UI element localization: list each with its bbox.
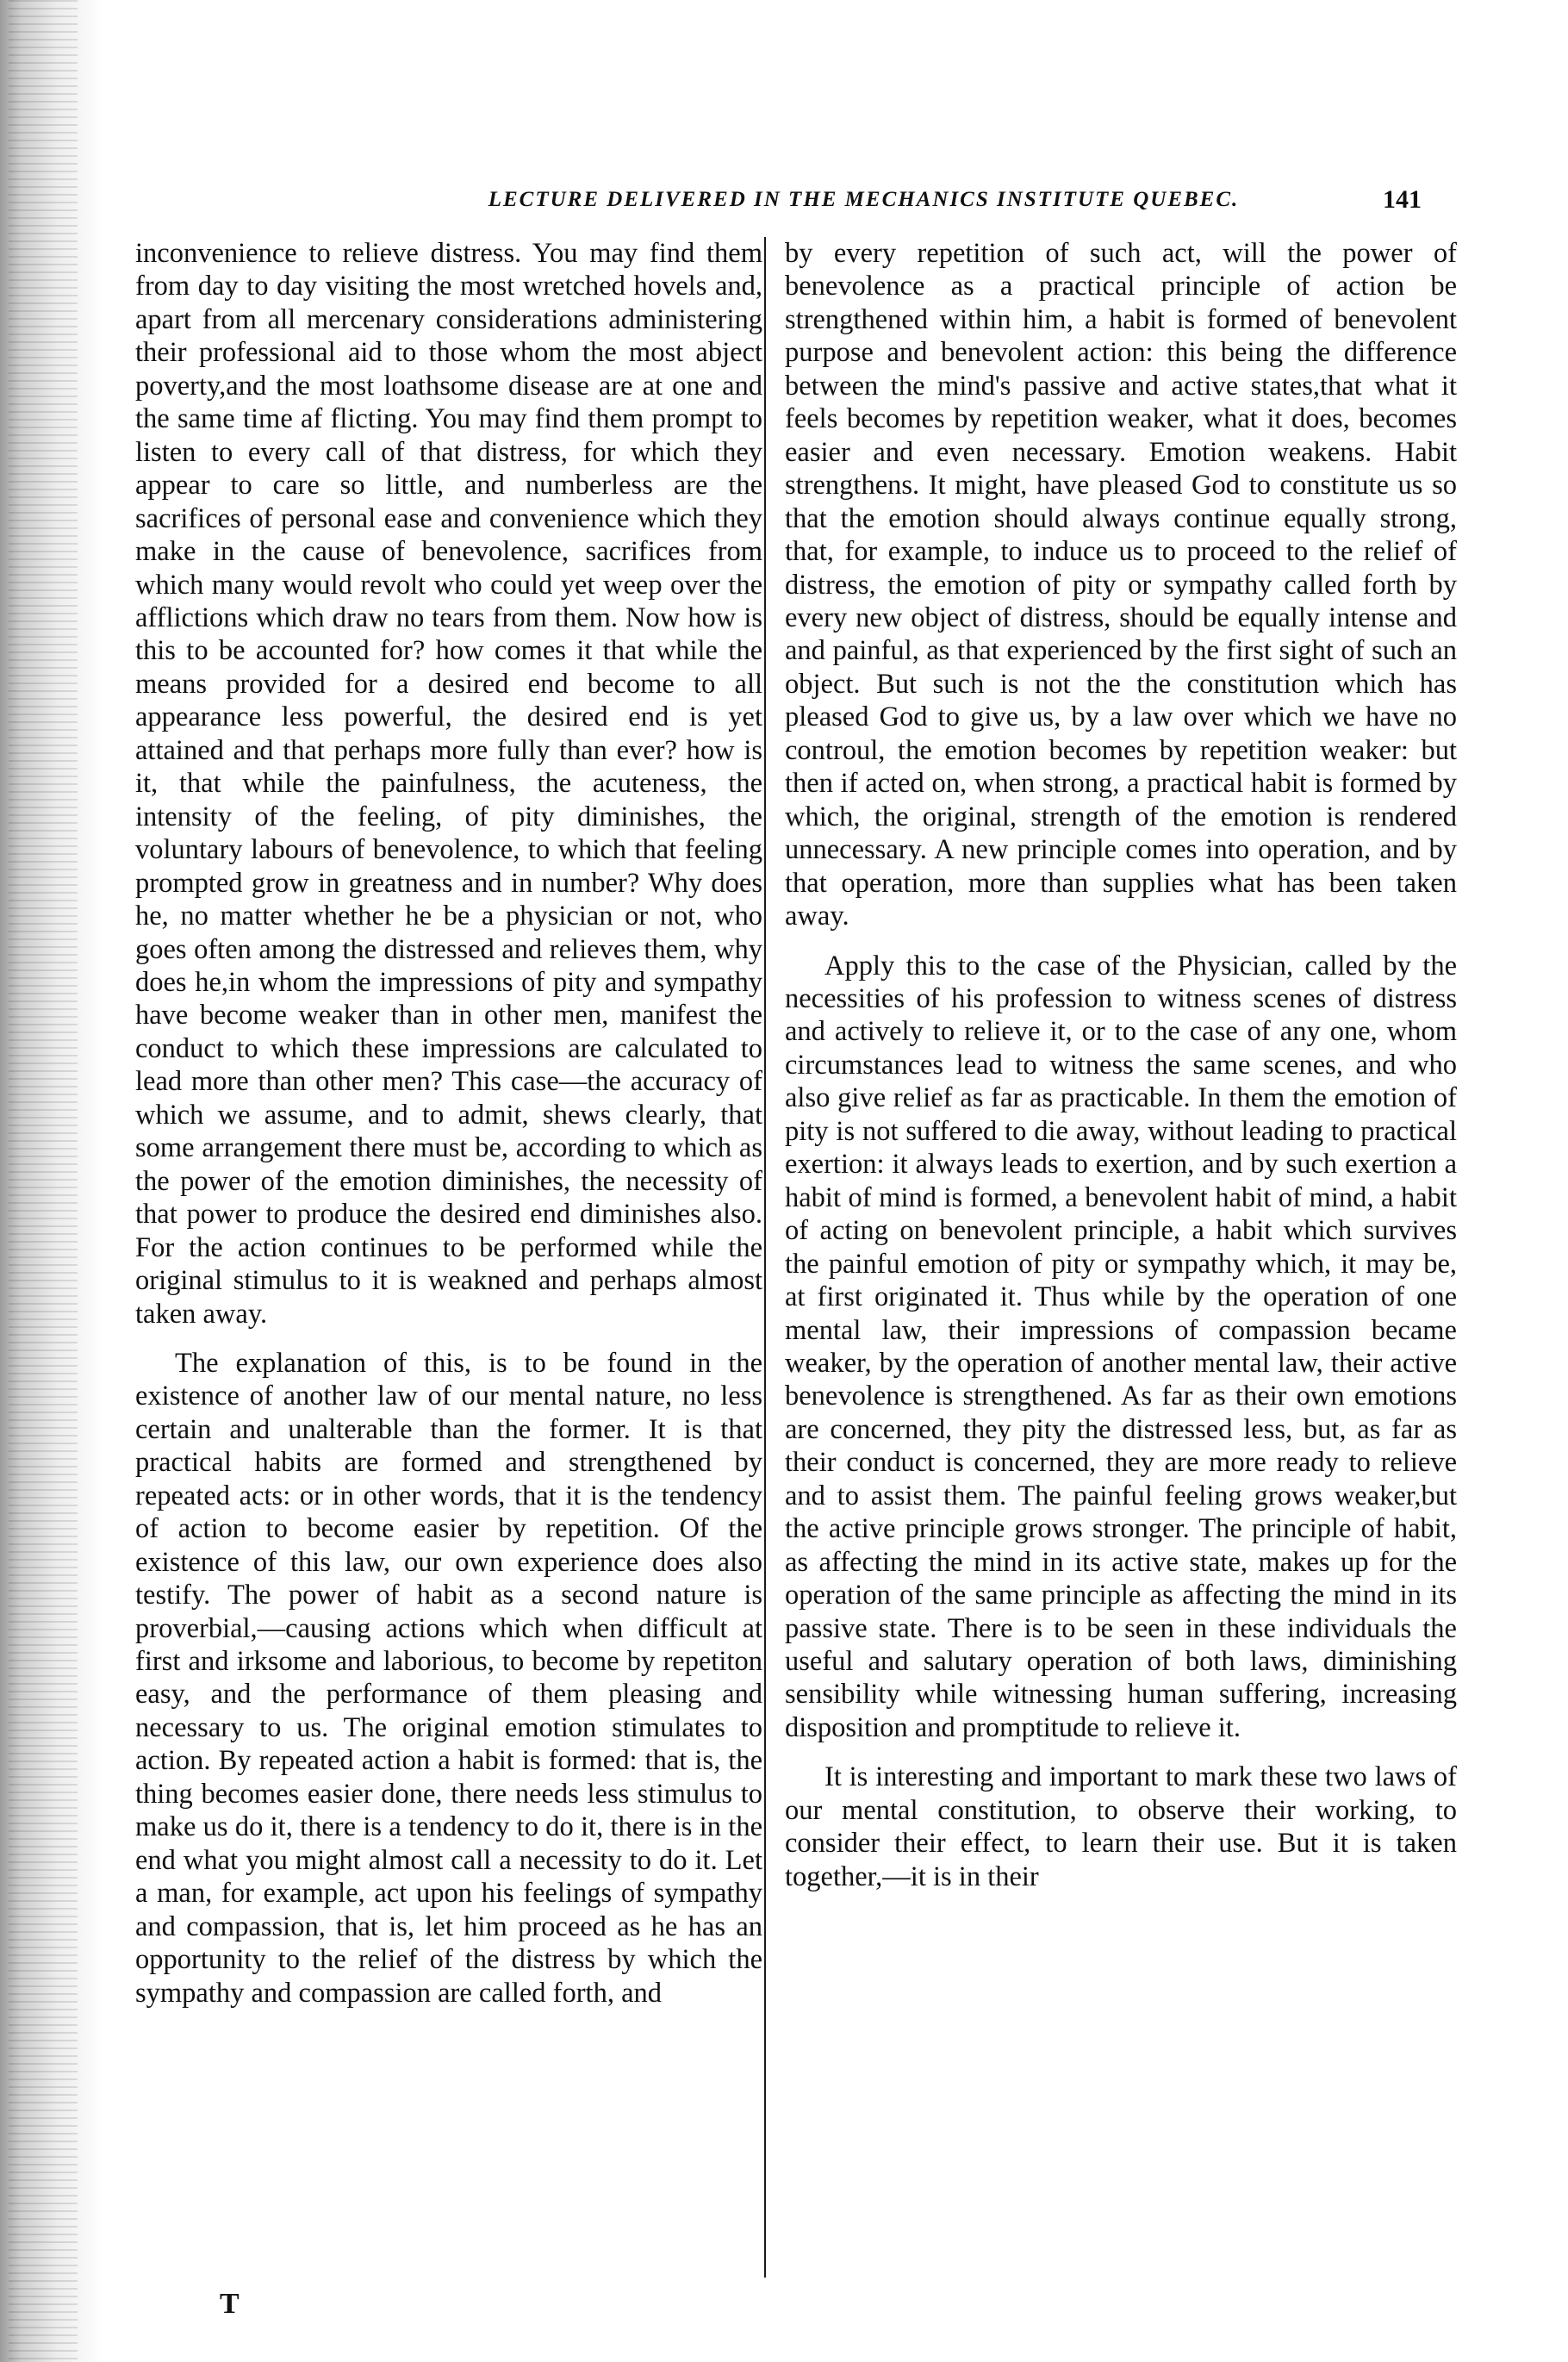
paragraph: The explanation of this, is to be found in the existence of another law of our mental nature, no less certain and unalterable than the former. It is that practical habits are formed and strengthened by repeated acts: or in other words, that it is the tendency of action to become easier by repetition. Of the existence of this law, our own experience does also testify. The power of habit as a second nature is proverbial,—causing actions which when difficult at first and irksome and laborious, to become by repetiton easy, and the performance of them pleasing and necessary to us. The original emotion stimulates to action. By repeated action a habit is formed: that is, the thing becomes easier done, there needs less stimulus to make us do it, there is a tendency to do it, there is in the end what you might almost call a necessity to do it. Let a man, for example, act upon his feelings of sympathy and compassion, that is, let him proceed as he has an opportunity to the relief of the distress by which the sympathy and compassion are called forth, and: [135, 1347, 762, 2009]
text-columns: [125, 237, 1457, 2288]
left-column: [125, 237, 762, 2271]
paragraph: by every repetition of such act, will the power of benevolence as a practical principle of action be strengthened within him, a habit is formed of benevolent purpose and benevolent action: this being the difference between the mind's passive and active states,that what it feels becomes by repetition weaker, what it does, becomes easier and even necessary. Emotion weakens. Habit strengthens. It might, have pleased God to constitute us so that the emotion should always continue equally strong, that, for example, to induce us to proceed to the relief of distress, the emotion of pity or sympathy called forth by every new object of distress, should be equally intense and and painful, as that experienced by the first sight of such an object. But such is not the the constitution which has pleased God to give us, by a law over which we have no controul, the emotion becomes by repetition weaker: but then if acted on, when strong, a practical habit is formed by which, the original, strength of the emotion is rendered unnecessary. A new principle comes into operation, and by that operation, more than supplies what has been taken away.: [785, 238, 1457, 932]
column-divider: [764, 237, 766, 2278]
paragraph: Apply this to the case of the Physician, called by the necessities of his profession to witness scenes of distress and actively to relieve it, or to the case of any one, whom circumstances lead to witness the same scenes, and who also give relief as far as practicable. In them the emotion of pity is not suffered to die away, without leading to practical exertion: it always leads to exertion, and by such exertion a habit of mind is formed, a benevolent habit of mind, a habit of acting on benevolent principle, a habit which survives the painful emotion of pity or sympathy which, it may be, at first originated it. Thus while by the operation of one mental law, their impressions of compassion became weaker, by the operation of another mental law, their active benevolence is strengthened. As far as their own emotions are concerned, they pity the distressed less, but, as far as their conduct is concerned, they are more ready to relieve and to assist them. The painful feeling grows weaker,but the active principle grows stronger. The principle of habit, as affecting the mind in its active state, makes up for the operation of the same principle as affecting the mind in its passive state. There is to be seen in these individuals the useful and salutary operation of both laws, diminishing sensibility while witnessing human suffering, increasing disposition and promptitude to relieve it.: [785, 950, 1457, 1743]
page-header: [345, 181, 1447, 219]
paragraph: It is interesting and important to mark these two laws of our mental constitution, to observe their working, to consider their effect, to learn their use. But it is taken together,—it is in their: [785, 1761, 1457, 1892]
page-number: 141: [1383, 185, 1422, 214]
right-column: [773, 237, 1457, 2271]
signature-mark: T: [220, 2288, 240, 2320]
binding-edge-marks: [9, 0, 78, 2362]
paragraph: inconvenience to relieve distress. You may find them from day to day visiting the most wretched hovels and, apart from all mercenary considerations administering their professional aid to those whom the most abject poverty,and the most loathsome disease are at one and the same time af flicting. You may find them prompt to listen to every call of that distress, for which they appear to care so little, and numberless are the sacrifices of personal ease and convenience which they make in the cause of benevolence, sacrifices from which many would revolt who could yet weep over the afflictions which draw no tears from them. Now how is this to be accounted for? how comes it that while the means provided for a desired end become to all appearance less powerful, the desired end is yet attained and that perhaps more fully than ever? how is it, that while the painfulness, the acuteness, the intensity of the feeling, of pity diminishes, the voluntary labours of benevolence, to which that feeling prompted grow in greatness and in number? Why does he, no matter whether he be a physician or not, who goes often among the distressed and relieves them, why does he,in whom the impressions of pity and sympathy have become weaker than in other men, manifest the conduct to which these impressions are calculated to lead more than other men? This case—the accuracy of which we assume, and to admit, shews clearly, that some arrangement there must be, according to which as the power of the emotion diminishes, the necessity of that power to produce the desired end diminishes also. For the action continues to be performed while the original stimulus to it is weakned and perhaps almost taken away.: [135, 238, 762, 1330]
running-head: LECTURE DELIVERED IN THE MECHANICS INSTITUTE QUEBEC.: [488, 188, 1240, 211]
